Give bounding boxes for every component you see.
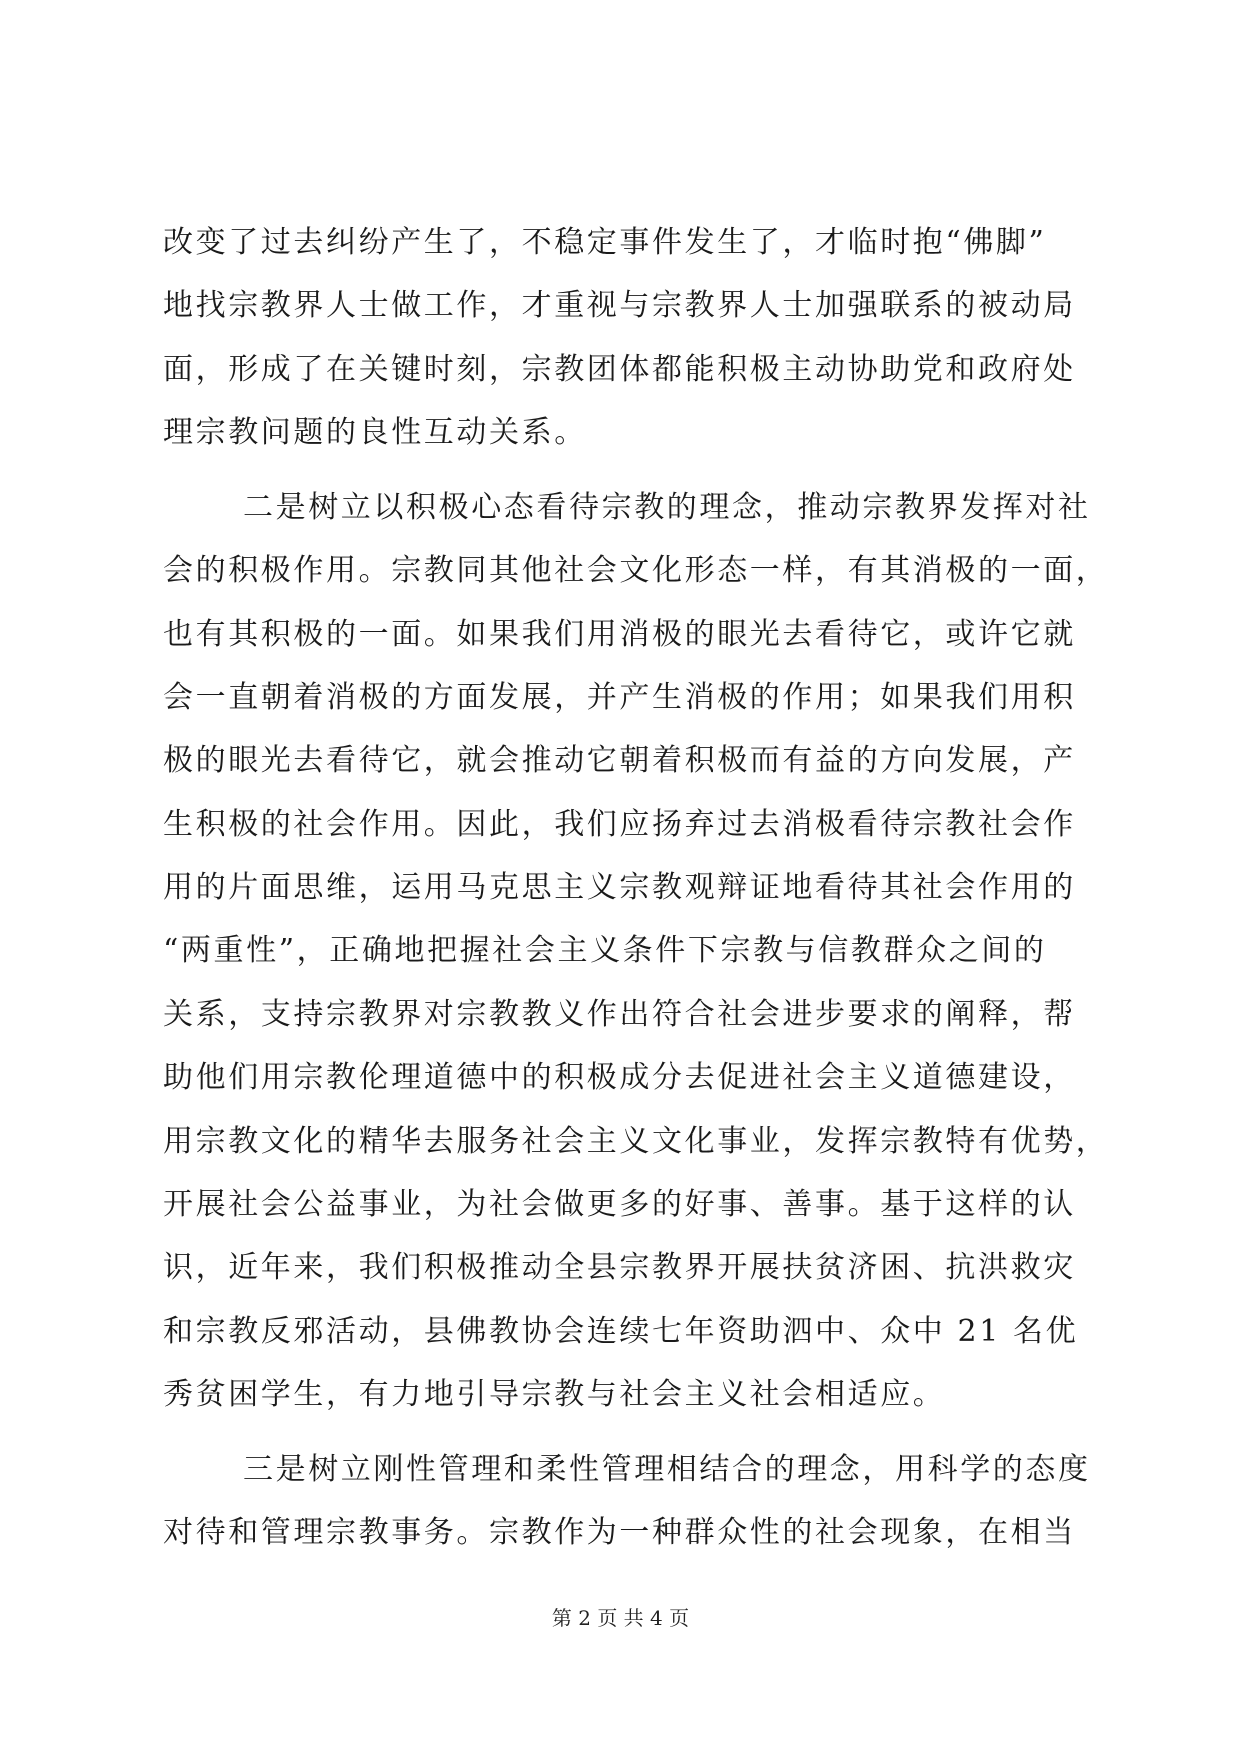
paragraph-line: 用的片面思维，运用马克思主义宗教观辩证地看待其社会作用的 (163, 870, 1076, 905)
paragraph-line: 地找宗教界人士做工作，才重视与宗教界人士加强联系的被动局 (163, 288, 1076, 323)
paragraph-line: 和宗教反邪活动，县佛教协会连续七年资助泗中、众中 21 名优 (163, 1314, 1079, 1349)
paragraph-line: 会的积极作用。宗教同其他社会文化形态一样，有其消极的一面， (163, 553, 1109, 588)
paragraph-line: 理宗教问题的良性互动关系。 (163, 415, 587, 450)
paragraph-line: 秀贫困学生，有力地引导宗教与社会主义社会相适应。 (163, 1377, 946, 1412)
paragraph-line: 助他们用宗教伦理道德中的积极成分去促进社会主义道德建设， (163, 1060, 1076, 1095)
paragraph-line: “两重性”，正确地把握社会主义条件下宗教与信教群众之间的 (163, 933, 1047, 968)
paragraph-line: 会一直朝着消极的方面发展，并产生消极的作用；如果我们用积 (163, 680, 1076, 715)
paragraph-line: 面，形成了在关键时刻，宗教团体都能积极主动协助党和政府处 (163, 352, 1076, 387)
paragraph-line: 也有其积极的一面。如果我们用消极的眼光去看待它，或许它就 (163, 617, 1076, 652)
paragraph-line: 改变了过去纠纷产生了，不稳定事件发生了，才临时抱“佛脚” (163, 225, 1047, 260)
paragraph-line: 生积极的社会作用。因此，我们应扬弃过去消极看待宗教社会作 (163, 807, 1076, 842)
paragraph-line: 识，近年来，我们积极推动全县宗教界开展扶贫济困、抗洪救灾 (163, 1250, 1076, 1285)
paragraph-line: 三是树立刚性管理和柔性管理相结合的理念，用科学的态度 (243, 1452, 1091, 1487)
paragraph-line: 用宗教文化的精华去服务社会主义文化事业，发挥宗教特有优势， (163, 1124, 1109, 1159)
paragraph-line: 二是树立以积极心态看待宗教的理念，推动宗教界发挥对社 (243, 490, 1091, 525)
paragraph-line: 关系，支持宗教界对宗教教义作出符合社会进步要求的阐释，帮 (163, 997, 1076, 1032)
paragraph-line: 极的眼光去看待它，就会推动它朝着积极而有益的方向发展，产 (163, 743, 1076, 778)
paragraph-line: 对待和管理宗教事务。宗教作为一种群众性的社会现象，在相当 (163, 1515, 1076, 1550)
paragraph-line: 开展社会公益事业，为社会做更多的好事、善事。基于这样的认 (163, 1187, 1076, 1222)
page-number-footer: 第 2 页 共 4 页 (551, 1606, 690, 1630)
